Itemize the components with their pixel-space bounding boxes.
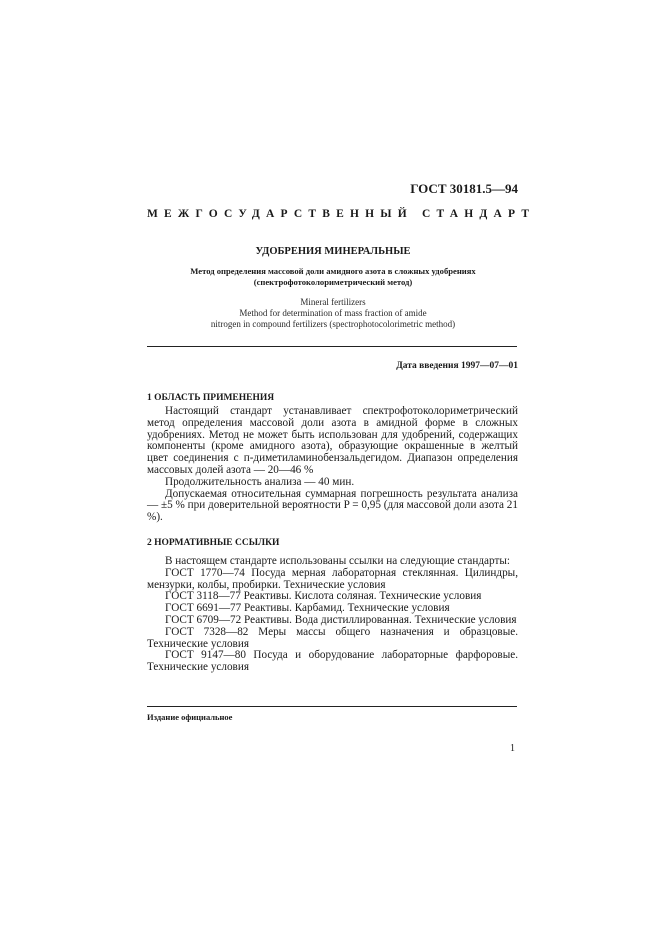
reference-item: ГОСТ 7328—82 Меры массы общего назначения и образцовые. Технические условия [147,625,518,650]
official-edition-label: Издание официальное [147,712,233,722]
section-1-paragraph-duration: Продолжительность анализа — 40 мин. [165,475,355,488]
section-1-paragraph-scope: Настоящий стандарт устанавливает спектрофотоколориметрический метод определения массовой доли азота в амидной форме в сложных удобрениях. Метод не может быть использован для удобрений, содержащих компоненты (кроме амидного азота), образующие окрашенные в желтый цвет соединения с п-диметиламинобензальдегидом. Диапазон определения массовых долей азота — 20—46 % [147,405,518,476]
section-2-intro: В настоящем стандарте использованы ссылки на следующие стандарты: [165,555,510,567]
section-2-body [147,556,518,674]
subtitle-line-1: Метод определения массовой доли амидного азота в сложных удобрениях [190,266,476,276]
reference-item: ГОСТ 6709—72 Реактивы. Вода дистиллированная. Технические условия [165,613,517,626]
english-title-line-1: Mineral fertilizers [300,297,366,307]
interstate-standard-label: МЕЖГОСУДАРСТВЕННЫЙ СТАНДАРТ [147,208,536,220]
reference-item: ГОСТ 1770—74 Посуда мерная лабораторная стеклянная. Цилиндры, мензурки, колбы, пробирки. Технические условия [147,566,518,591]
section-1-paragraph-error: Допускаемая относительная суммарная погрешность результата анализа — ±5 % при доверительной вероятности P = 0,95 (для массовой доли азота 21 %). [147,487,518,524]
page-number: 1 [510,743,515,754]
section-2-heading: 2 НОРМАТИВНЫЕ ССЫЛКИ [147,538,280,548]
english-title-line-3: nitrogen in compound fertilizers (spectrophotocolorimetric method) [210,319,456,329]
reference-item: ГОСТ 3118—77 Реактивы. Кислота соляная. Технические условия [165,590,482,603]
document-subtitle [147,266,519,288]
gost-number: ГОСТ 30181.5—94 [410,181,518,196]
reference-item: ГОСТ 9147—80 Посуда и оборудование лабораторные фарфоровые. Технические условия [147,649,518,674]
document-title: УДОБРЕНИЯ МИНЕРАЛЬНЫЕ [255,246,411,257]
header-divider [147,346,517,347]
english-title-line-2: Method for determination of mass fraction of amide [239,308,427,318]
section-1-body [147,406,518,524]
footer-divider [147,706,517,707]
section-1-heading: 1 ОБЛАСТЬ ПРИМЕНЕНИЯ [147,393,275,403]
subtitle-line-2: (спектрофотоколориметрический метод) [253,277,413,287]
introduction-date: Дата введения 1997—07—01 [396,361,518,371]
reference-item: ГОСТ 6691—77 Реактивы. Карбамид. Технические условия [165,602,450,615]
english-title [147,297,519,330]
